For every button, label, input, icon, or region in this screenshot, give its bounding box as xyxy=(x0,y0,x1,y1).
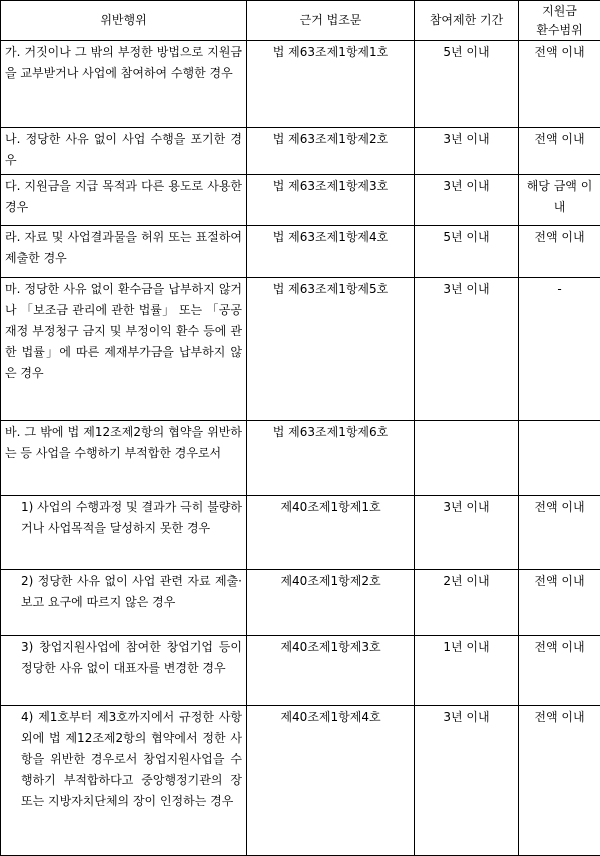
legal-basis-cell: 제40조제1항제4호 xyxy=(247,706,415,856)
violation-cell: 1) 사업의 수행과정 및 결과가 극히 불량하거나 사업목적을 달성하지 못한 경우 xyxy=(1,496,247,570)
header-legal-basis: 근거 법조문 xyxy=(247,1,415,41)
violation-cell: 바. 그 밖에 법 제12조제2항의 협약을 위반하는 등 사업을 수행하기 부적합한 경우로서 xyxy=(1,421,247,496)
restriction-period-cell: 3년 이내 xyxy=(415,175,519,226)
legal-basis-cell: 제40조제1항제1호 xyxy=(247,496,415,570)
table-row xyxy=(1,41,600,128)
recovery-scope-cell: 전액 이내 xyxy=(519,706,600,856)
restriction-period-cell xyxy=(415,421,519,496)
legal-basis-cell: 제40조제1항제3호 xyxy=(247,636,415,706)
table-row xyxy=(1,226,600,278)
legal-basis-cell: 제40조제1항제2호 xyxy=(247,570,415,636)
recovery-scope-cell: - xyxy=(519,278,600,421)
violation-cell: 라. 자료 및 사업결과물을 허위 또는 표절하여 제출한 경우 xyxy=(1,226,247,278)
restriction-period-cell: 1년 이내 xyxy=(415,636,519,706)
table-row xyxy=(1,421,600,496)
restriction-period-cell: 3년 이내 xyxy=(415,706,519,856)
legal-basis-cell: 법 제63조제1항제1호 xyxy=(247,41,415,128)
table-row xyxy=(1,278,600,421)
recovery-scope-cell: 전액 이내 xyxy=(519,496,600,570)
violation-cell: 2) 정당한 사유 없이 사업 관련 자료 제출·보고 요구에 따르지 않은 경우 xyxy=(1,570,247,636)
restriction-period-cell: 3년 이내 xyxy=(415,496,519,570)
restriction-period-cell: 3년 이내 xyxy=(415,128,519,175)
legal-basis-cell: 법 제63조제1항제5호 xyxy=(247,278,415,421)
violation-cell: 마. 정당한 사유 없이 환수금을 납부하지 않거나 「보조금 관리에 관한 법률」 또는 「공공재정 부정청구 금지 및 부정이익 환수 등에 관한 법률」에 따른 제재부가금을 납부하지 않은 경우 xyxy=(1,278,247,421)
table-row xyxy=(1,706,600,856)
header-violation: 위반행위 xyxy=(1,1,247,41)
legal-basis-cell: 법 제63조제1항제6호 xyxy=(247,421,415,496)
table-row xyxy=(1,496,600,570)
restriction-period-cell: 3년 이내 xyxy=(415,278,519,421)
violation-cell: 3) 창업지원사업에 참여한 창업기업 등이 정당한 사유 없이 대표자를 변경한 경우 xyxy=(1,636,247,706)
violation-cell: 나. 정당한 사유 없이 사업 수행을 포기한 경우 xyxy=(1,128,247,175)
recovery-scope-cell: 전액 이내 xyxy=(519,226,600,278)
recovery-scope-cell: 전액 이내 xyxy=(519,570,600,636)
recovery-scope-cell: 전액 이내 xyxy=(519,41,600,128)
recovery-scope-cell: 해당 금액 이내 xyxy=(519,175,600,226)
header-recovery-scope: 지원금 환수범위 xyxy=(519,1,600,41)
violation-cell: 다. 지원금을 지급 목적과 다른 용도로 사용한 경우 xyxy=(1,175,247,226)
restriction-period-cell: 5년 이내 xyxy=(415,226,519,278)
table-row xyxy=(1,175,600,226)
restriction-period-cell: 2년 이내 xyxy=(415,570,519,636)
table-row xyxy=(1,636,600,706)
header-row xyxy=(1,1,600,41)
recovery-scope-cell: 전액 이내 xyxy=(519,636,600,706)
recovery-scope-cell xyxy=(519,421,600,496)
table-row xyxy=(1,570,600,636)
legal-basis-cell: 법 제63조제1항제4호 xyxy=(247,226,415,278)
violation-cell: 가. 거짓이나 그 밖의 부정한 방법으로 지원금을 교부받거나 사업에 참여하여 수행한 경우 xyxy=(1,41,247,128)
legal-basis-cell: 법 제63조제1항제2호 xyxy=(247,128,415,175)
violation-cell: 4) 제1호부터 제3호까지에서 규정한 사항 외에 법 제12조제2항의 협약에서 정한 사항을 위반한 경우로서 창업지원사업을 수행하기 부적합하다고 중앙행정기관의 장 또는 지방자치단체의 장이 인정하는 경우 xyxy=(1,706,247,856)
restriction-period-cell: 5년 이내 xyxy=(415,41,519,128)
legal-basis-cell: 법 제63조제1항제3호 xyxy=(247,175,415,226)
header-restriction-period: 참여제한 기간 xyxy=(415,1,519,41)
table-row xyxy=(1,128,600,175)
recovery-scope-cell: 전액 이내 xyxy=(519,128,600,175)
